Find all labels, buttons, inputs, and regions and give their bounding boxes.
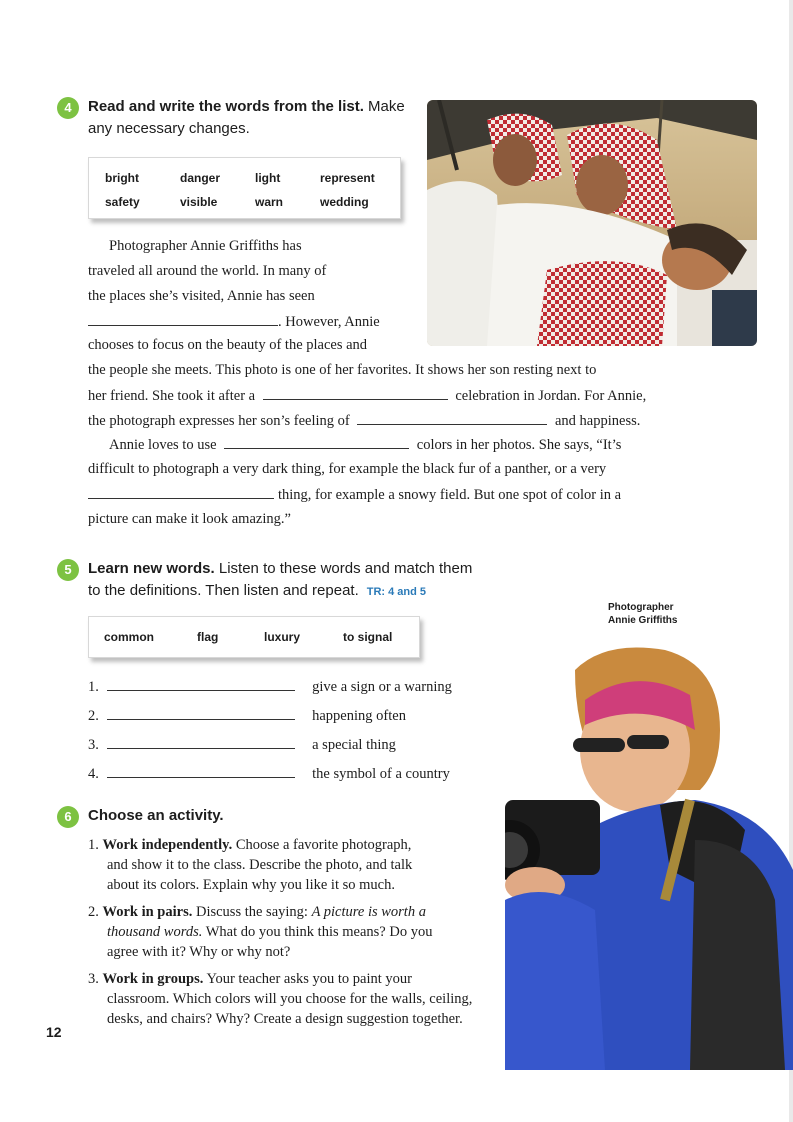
activity-3-line-2: classroom. Which colors will you choose for the walls, ceiling, — [107, 991, 473, 1007]
activity-2-bold: Work in pairs. — [102, 904, 193, 920]
ex4-line-10: difficult to photograph a very dark thing, for example the black fur of a panther, or a very — [88, 461, 607, 477]
page-number: 12 — [46, 1024, 62, 1040]
ex4-line-2: traveled all around the world. In many of — [88, 263, 327, 279]
def-item-3-num: 3. — [88, 737, 99, 753]
ex4-line-7-text-b: celebration in Jordan. For Annie, — [455, 388, 647, 404]
def-item-4 — [88, 763, 450, 784]
activity-item-3 — [88, 969, 518, 989]
activity-1-line-1: Choose a favorite photograph, — [232, 837, 412, 853]
activity-3-bold: Work in groups. — [102, 971, 204, 987]
word-warn: warn — [255, 195, 284, 209]
def-item-4-num: 4. — [88, 766, 99, 782]
def-item-4-text: the symbol of a country — [312, 766, 450, 782]
ex4-line-9-text-a: Annie loves to use — [109, 437, 217, 453]
ex4-line-8-text-a: the photograph expresses her son’s feeling of — [88, 413, 350, 429]
def-item-1-num: 1. — [88, 679, 99, 695]
word-represent: represent — [320, 171, 375, 185]
word-safety: safety — [105, 195, 140, 209]
exercise-6-heading — [88, 805, 224, 827]
exercise-6-badge: 6 — [57, 806, 79, 828]
word-luxury: luxury — [264, 630, 301, 644]
exercise-4-word-box — [88, 157, 401, 219]
blank-4b[interactable] — [263, 385, 448, 400]
activity-2-saying-b: thousand words. — [107, 924, 203, 940]
activity-2-line-3: agree with it? Why or why not? — [107, 944, 291, 960]
word-common: common — [104, 630, 155, 644]
caption-line-2: Annie Griffiths — [608, 615, 678, 626]
def-blank-4[interactable] — [107, 763, 295, 778]
activity-3-num: 3. — [88, 971, 99, 987]
ex4-line-4 — [88, 311, 380, 332]
ex4-line-11-text: thing, for example a snowy field. But one spot of color in a — [278, 487, 622, 503]
ex4-line-7 — [88, 385, 646, 406]
def-item-2-text: happening often — [312, 708, 406, 724]
ex4-line-6: the people she meets. This photo is one of her favorites. It shows her son resting next to — [88, 362, 597, 378]
activity-item-1 — [88, 835, 518, 855]
ex4-line-5: chooses to focus on the beauty of the places and — [88, 337, 368, 353]
activity-2-num: 2. — [88, 904, 99, 920]
photographer-photo — [505, 640, 793, 1070]
ex4-line-11 — [88, 484, 621, 505]
ex4-line-8-text-b: and happiness. — [555, 413, 641, 429]
def-item-3 — [88, 734, 396, 755]
photo-caption — [608, 601, 677, 627]
blank-4e[interactable] — [88, 484, 274, 499]
activity-2-text-a: Discuss the saying: — [192, 904, 312, 920]
blank-4c[interactable] — [357, 410, 547, 425]
activity-1-bold: Work independently. — [102, 837, 233, 853]
def-item-2 — [88, 705, 406, 726]
def-blank-2[interactable] — [107, 705, 295, 720]
def-item-1 — [88, 676, 452, 697]
activity-3-line-3: desks, and chairs? Why? Create a design suggestion together. — [107, 1011, 463, 1027]
activity-3-line-1: Your teacher asks you to paint your — [203, 971, 412, 987]
word-bright: bright — [105, 171, 139, 185]
exercise-5-title-line2: to the definitions. Then listen and repeat. — [88, 582, 359, 599]
ex4-line-9-text-b: colors in her photos. She says, “It’s — [416, 437, 622, 453]
word-to-signal: to signal — [343, 630, 393, 644]
exercise-4-badge: 4 — [57, 97, 79, 119]
word-wedding: wedding — [320, 195, 369, 209]
activity-2-saying-a: A picture is worth a — [311, 904, 426, 920]
exercise-4-title: Read and write the words from the list. — [88, 98, 364, 115]
exercise-4-title-rest: Make — [363, 98, 405, 115]
blank-4a[interactable] — [88, 311, 278, 326]
activity-item-2 — [88, 902, 518, 922]
activity-1-line-3: about its colors. Explain why you like it so much. — [107, 877, 395, 893]
word-danger: danger — [180, 171, 221, 185]
exercise-4-heading — [88, 96, 423, 140]
def-item-1-text: give a sign or a warning — [312, 679, 452, 695]
exercise-5-title: Learn new words. — [88, 560, 215, 577]
activity-2-text-b: What do you think this means? Do you — [202, 924, 433, 940]
activity-1-line-2: and show it to the class. Describe the photo, and talk — [107, 857, 413, 873]
def-blank-3[interactable] — [107, 734, 295, 749]
activity-2-line-2 — [107, 922, 432, 942]
def-item-2-num: 2. — [88, 708, 99, 724]
ex4-line-1: Photographer Annie Griffiths has — [109, 238, 302, 254]
desert-tent-photo — [427, 100, 757, 346]
exercise-5-heading — [88, 558, 508, 603]
exercise-5-word-box — [88, 616, 420, 658]
word-light: light — [255, 171, 281, 185]
ex4-line-4-text: . However, Annie — [278, 314, 380, 330]
exercise-5-title-rest: Listen to these words and match them — [214, 560, 473, 577]
ex4-line-7-text-a: her friend. She took it after a — [88, 388, 256, 404]
exercise-6-title: Choose an activity. — [88, 807, 224, 824]
word-flag: flag — [197, 630, 219, 644]
exercise-5-badge: 5 — [57, 559, 79, 581]
activity-1-num: 1. — [88, 837, 99, 853]
ex4-line-8 — [88, 410, 640, 431]
word-visible: visible — [180, 195, 218, 209]
ex4-line-3: the places she’s visited, Annie has seen — [88, 288, 315, 304]
ex4-line-12: picture can make it look amazing.” — [88, 511, 291, 527]
exercise-4-title-line2: any necessary changes. — [88, 120, 250, 137]
caption-line-1: Photographer — [608, 602, 674, 613]
def-item-3-text: a special thing — [312, 737, 396, 753]
ex4-line-9 — [109, 434, 621, 455]
blank-4d[interactable] — [224, 434, 409, 449]
audio-track-label[interactable]: TR: 4 and 5 — [366, 586, 427, 598]
def-blank-1[interactable] — [107, 676, 295, 691]
